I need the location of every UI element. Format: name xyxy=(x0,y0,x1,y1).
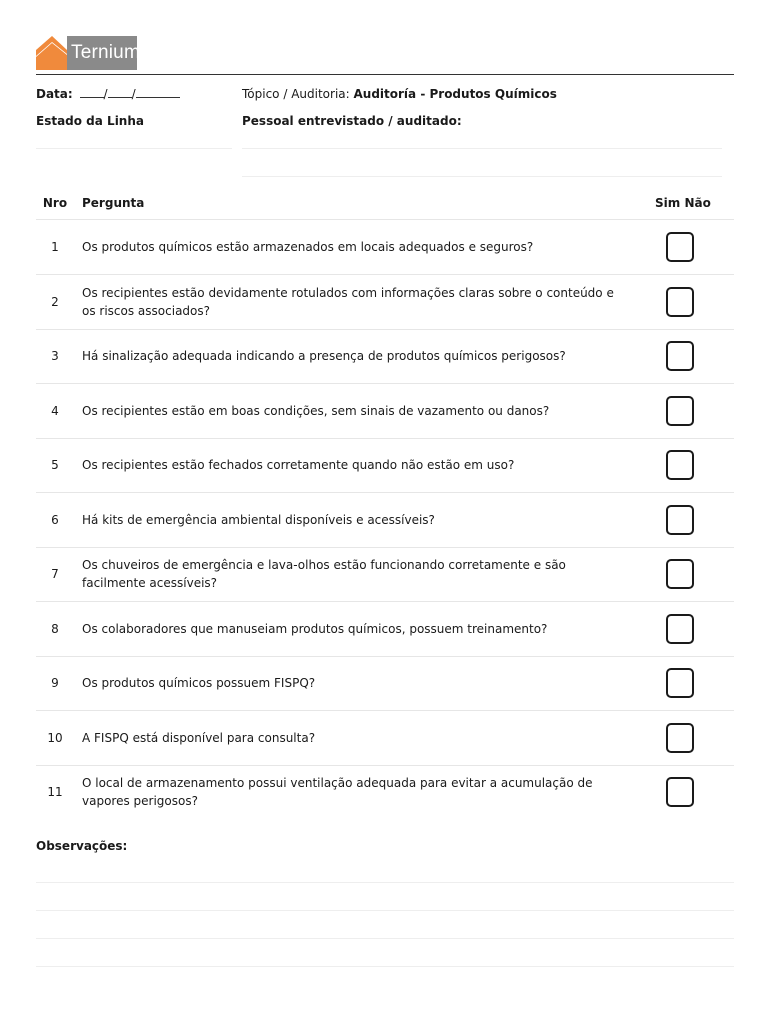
row-number: 2 xyxy=(51,294,59,309)
column-header-nro: Nro xyxy=(42,196,68,210)
row-question: Os produtos químicos possuem FISPQ? xyxy=(82,676,316,690)
row-number: 9 xyxy=(51,676,59,690)
row-number: 7 xyxy=(51,567,59,581)
header-divider xyxy=(36,74,734,75)
table-row xyxy=(36,547,734,602)
observations-line[interactable] xyxy=(36,910,734,911)
row-question: Há sinalização adequada indicando a presença de produtos químicos perigosos? xyxy=(82,349,566,363)
table-row xyxy=(36,384,734,439)
column-header-question: Pergunta xyxy=(82,196,145,210)
row-question: Os produtos químicos estão armazenados em locais adequados e seguros? xyxy=(82,240,534,254)
row-number: 1 xyxy=(51,240,59,254)
line-state-label: Estado da Linha xyxy=(36,114,144,128)
date-separator-1: / xyxy=(103,87,108,101)
interviewed-blank-1[interactable] xyxy=(242,148,722,149)
interviewed-label: Pessoal entrevistado / auditado: xyxy=(242,114,462,128)
row-number: 8 xyxy=(51,621,59,636)
answer-checkbox[interactable] xyxy=(666,287,694,317)
date-field xyxy=(36,86,180,102)
answer-checkbox[interactable] xyxy=(666,559,694,589)
row-question: Os colaboradores que manuseiam produtos químicos, possuem treinamento? xyxy=(82,621,548,636)
topic-label: Tópico / Auditoria: xyxy=(242,87,350,101)
observations-line[interactable] xyxy=(36,938,734,939)
answer-checkbox[interactable] xyxy=(666,505,694,535)
row-number: 3 xyxy=(51,349,59,363)
answer-checkbox[interactable] xyxy=(666,614,694,644)
row-number: 5 xyxy=(51,458,59,472)
row-question: Os recipientes estão fechados corretamente quando não estão em uso? xyxy=(82,458,515,472)
row-number: 4 xyxy=(51,403,59,418)
table-row xyxy=(36,656,734,711)
date-label: Data: xyxy=(36,87,73,101)
date-year-blank[interactable] xyxy=(136,86,180,98)
answer-checkbox[interactable] xyxy=(666,723,694,753)
answer-checkbox[interactable] xyxy=(666,396,694,426)
row-question: Os chuveiros de emergência e lava-olhos estão funcionando corretamente e são facilmente acessíveis? xyxy=(82,558,566,590)
row-question: Os recipientes estão devidamente rotulados com informações claras sobre o conteúdo e os riscos associados? xyxy=(82,285,614,318)
column-header-answer: Sim Não xyxy=(655,196,711,210)
answer-checkbox[interactable] xyxy=(666,450,694,480)
line-state-blank[interactable] xyxy=(36,148,232,149)
table-row xyxy=(36,493,734,548)
table-row xyxy=(36,765,734,819)
row-number: 6 xyxy=(51,512,59,527)
answer-checkbox[interactable] xyxy=(666,668,694,698)
table-row xyxy=(36,329,734,384)
row-question: Os recipientes estão em boas condições, sem sinais de vazamento ou danos? xyxy=(82,403,550,418)
row-question: A FISPQ está disponível para consulta? xyxy=(82,730,316,745)
ternium-roof-icon xyxy=(36,36,67,70)
answer-checkbox[interactable] xyxy=(666,232,694,262)
row-number: 11 xyxy=(47,785,63,799)
table-row xyxy=(36,438,734,493)
table-row xyxy=(36,711,734,766)
logo-wordmark: Ternium xyxy=(67,36,137,70)
topic-value: Auditoría - Produtos Químicos xyxy=(353,87,557,101)
row-number: 10 xyxy=(47,730,63,745)
ternium-logo xyxy=(36,36,140,70)
row-question: O local de armazenamento possui ventilação adequada para evitar a acumulação de vapores perigosos? xyxy=(82,776,593,808)
row-question: Há kits de emergência ambiental disponíveis e acessíveis? xyxy=(82,512,435,527)
observations-label: Observações: xyxy=(36,839,128,853)
table-row xyxy=(36,602,734,657)
observations-line[interactable] xyxy=(36,966,734,967)
answer-checkbox[interactable] xyxy=(666,341,694,371)
table-row xyxy=(36,275,734,330)
topic-field xyxy=(242,86,557,102)
date-day-blank[interactable] xyxy=(80,86,104,98)
table-row xyxy=(36,220,734,275)
date-separator-2: / xyxy=(131,87,136,101)
date-month-blank[interactable] xyxy=(108,86,132,98)
observations-line[interactable] xyxy=(36,882,734,883)
answer-checkbox[interactable] xyxy=(666,777,694,807)
interviewed-blank-2[interactable] xyxy=(242,176,722,177)
